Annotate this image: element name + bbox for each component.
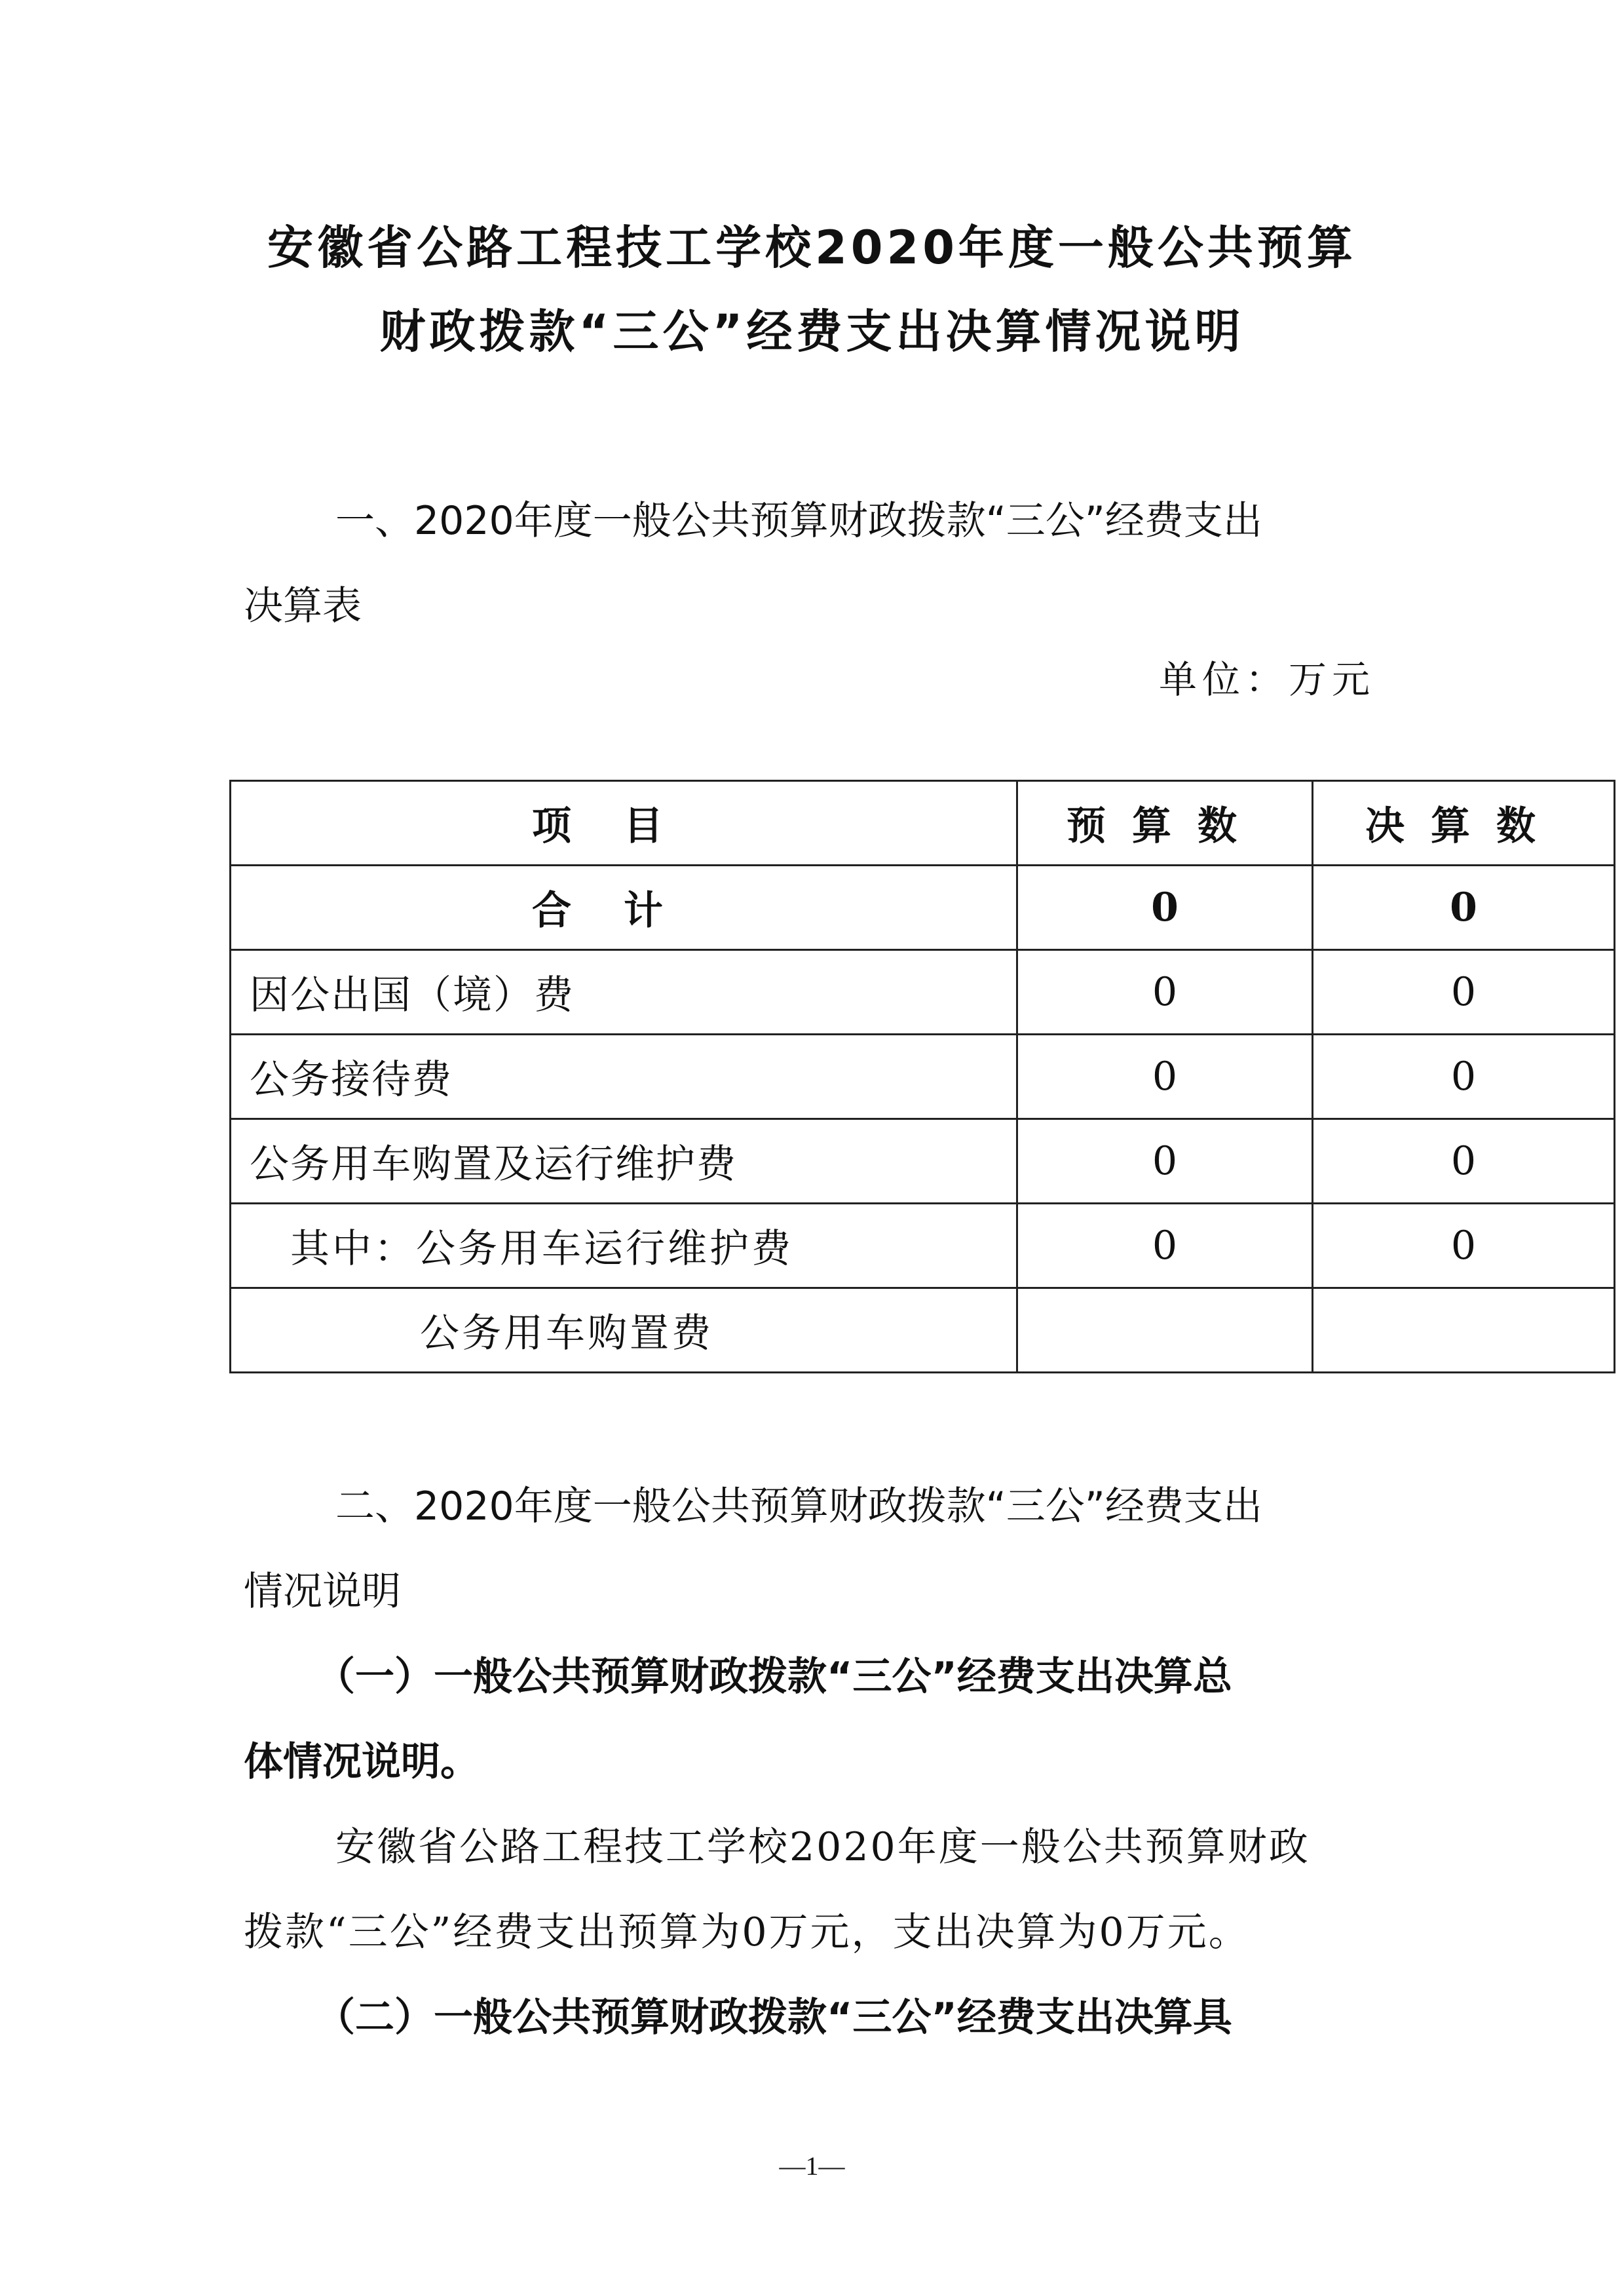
body-line-1: 安徽省公路工程技工学校2020年度一般公共预算财政 <box>335 1824 1310 1870</box>
section-1-heading-line-1: 一、2020年度一般公共预算财政拨款“三公”经费支出 <box>335 498 1262 544</box>
table-row <box>231 1204 1615 1288</box>
header-item: 项目 <box>231 781 1017 866</box>
row-label: 公务用车购置及运行维护费 <box>231 1119 1017 1204</box>
row-actual <box>1313 1288 1615 1373</box>
subsection-1-heading-line-1: （一）一般公共预算财政拨款“三公”经费支出决算总 <box>316 1654 1232 1700</box>
subsection-2-heading-line-1: （二）一般公共预算财政拨款“三公”经费支出决算具 <box>316 1995 1232 2040</box>
table-header-row <box>231 781 1615 866</box>
body-line-2: 拨款“三公”经费支出预算为0万元，支出决算为0万元。 <box>244 1909 1250 1955</box>
row-budget: 0 <box>1017 1035 1313 1119</box>
row-budget: 0 <box>1017 950 1313 1035</box>
row-label: 合计 <box>231 866 1017 950</box>
table-row <box>231 1288 1615 1373</box>
unit-label: 单位：万元 <box>1158 657 1375 702</box>
table-row <box>231 1119 1615 1204</box>
section-2-heading-line-1: 二、2020年度一般公共预算财政拨款“三公”经费支出 <box>335 1483 1262 1529</box>
subsection-2-heading <box>244 1975 1384 2060</box>
table-row-total <box>231 866 1615 950</box>
row-actual: 0 <box>1313 950 1615 1035</box>
row-actual: 0 <box>1313 1035 1615 1119</box>
document-title-line-2: 财政拨款“三公”经费支出决算情况说明 <box>379 305 1245 358</box>
row-label: 公务接待费 <box>231 1035 1017 1119</box>
row-actual: 0 <box>1313 1119 1615 1204</box>
row-label: 因公出国（境）费 <box>231 950 1017 1035</box>
table-row <box>231 1035 1615 1119</box>
row-budget: 0 <box>1017 866 1313 950</box>
header-budget: 预算数 <box>1017 781 1313 866</box>
section-1-heading-line-2: 决算表 <box>244 583 362 629</box>
row-budget: 0 <box>1017 1204 1313 1288</box>
row-actual: 0 <box>1313 866 1615 950</box>
header-actual: 决算数 <box>1313 781 1615 866</box>
section-2-heading <box>244 1464 1384 1634</box>
three-public-expenses-table <box>229 780 1615 1373</box>
subsection-1-body <box>244 1805 1384 1975</box>
row-budget: 0 <box>1017 1119 1313 1204</box>
table-row <box>231 950 1615 1035</box>
row-label: 其中：公务用车运行维护费 <box>231 1204 1017 1288</box>
section-2-heading-line-2: 情况说明 <box>244 1569 401 1615</box>
document-title-line-1: 安徽省公路工程技工学校2020年度一般公共预算 <box>267 221 1357 275</box>
page-number: —1— <box>779 2151 845 2181</box>
section-1-heading <box>244 478 1384 649</box>
row-budget <box>1017 1288 1313 1373</box>
subsection-1-heading-line-2: 体情况说明。 <box>244 1739 480 1785</box>
row-actual: 0 <box>1313 1204 1615 1288</box>
subsection-1-heading <box>244 1634 1384 1805</box>
row-label: 公务用车购置费 <box>231 1288 1017 1373</box>
